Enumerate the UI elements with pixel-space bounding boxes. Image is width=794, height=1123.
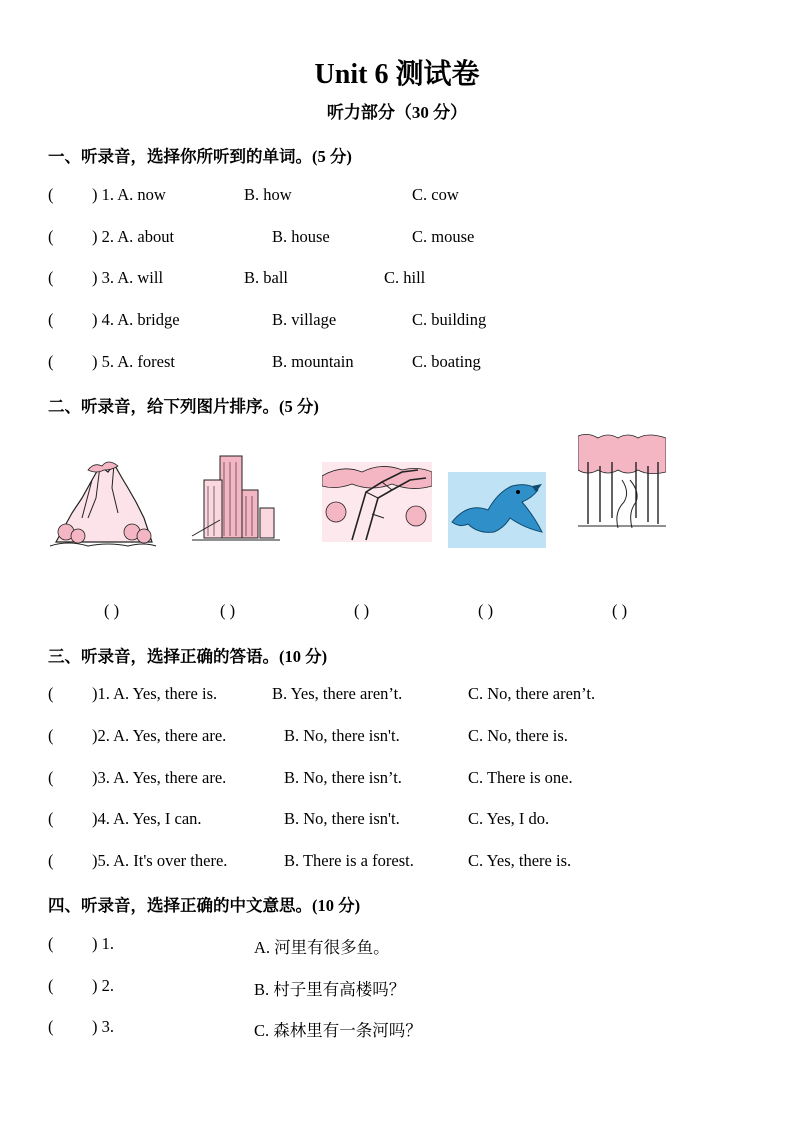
forest-picture bbox=[578, 432, 666, 532]
q3-3-option-a: )3. A. Yes, there are. bbox=[92, 768, 227, 787]
page-title: Unit 6 测试卷 bbox=[314, 59, 480, 90]
section-subtitle: 听力部分（30 分） bbox=[326, 103, 468, 122]
q3-3-option-b: B. No, there isn’t. bbox=[284, 768, 402, 787]
section-1-heading: 一、听录音，选择你所听到的单词。(5 分) bbox=[48, 147, 352, 166]
q3-2-option-a: )2. A. Yes, there are. bbox=[92, 726, 227, 745]
picture-2-answer-blank[interactable]: ( ) bbox=[220, 601, 236, 620]
q3-4-option-c: C. Yes, I do. bbox=[468, 809, 550, 828]
q3-2-option-c: C. No, there is. bbox=[468, 726, 568, 745]
answer-paren[interactable]: ( bbox=[48, 310, 54, 329]
question-1-option-b: B. how bbox=[244, 185, 292, 204]
question-3-option-a: ) 3. A. will bbox=[92, 268, 164, 287]
q3-1-option-c: C. No, there aren’t. bbox=[468, 684, 596, 703]
answer-paren[interactable]: ( bbox=[48, 809, 54, 828]
answer-paren[interactable]: ( bbox=[48, 684, 54, 703]
question-3-option-b: B. ball bbox=[244, 268, 288, 287]
answer-paren[interactable]: ( bbox=[48, 268, 54, 287]
question-1-option-c: C. cow bbox=[412, 185, 459, 204]
q3-1-option-b: B. Yes, there aren’t. bbox=[272, 684, 403, 703]
answer-paren[interactable]: ( bbox=[48, 934, 54, 953]
section-3-heading: 三、听录音，选择正确的答语。(10 分) bbox=[48, 647, 328, 666]
question-5-option-c: C. boating bbox=[412, 352, 481, 371]
question-4-option-b: B. village bbox=[272, 310, 337, 329]
mountain-picture bbox=[48, 458, 158, 550]
q3-5-option-c: C. Yes, there is. bbox=[468, 851, 572, 870]
answer-paren[interactable]: ( bbox=[48, 976, 54, 995]
section-4-heading: 四、听录音，选择正确的中文意思。(10 分) bbox=[48, 896, 361, 915]
q3-2-option-b: B. No, there isn't. bbox=[284, 726, 400, 745]
q3-5-option-a: )5. A. It's over there. bbox=[92, 851, 228, 870]
answer-paren[interactable]: ( bbox=[48, 227, 54, 246]
bridge-picture bbox=[322, 462, 432, 542]
picture-4-answer-blank[interactable]: ( ) bbox=[478, 601, 494, 620]
q3-1-option-a: )1. A. Yes, there is. bbox=[92, 684, 218, 703]
q4-3-number: ) 3. bbox=[92, 1017, 114, 1036]
answer-paren[interactable]: ( bbox=[48, 768, 54, 787]
section-2-heading: 二、听录音，给下列图片排序。(5 分) bbox=[48, 397, 319, 416]
q4-option-b: B. 村子里有高楼吗？ bbox=[254, 980, 406, 999]
building-picture bbox=[190, 450, 282, 544]
question-5-option-b: B. mountain bbox=[272, 352, 354, 371]
answer-paren[interactable]: ( bbox=[48, 851, 54, 870]
bird-picture bbox=[448, 472, 546, 548]
picture-3-answer-blank[interactable]: ( ) bbox=[354, 601, 370, 620]
q4-option-a: A. 河里有很多鱼。 bbox=[254, 938, 390, 957]
question-5-option-a: ) 5. A. forest bbox=[92, 352, 175, 371]
q4-option-c: C. 森林里有一条河吗？ bbox=[254, 1021, 422, 1040]
q4-1-number: ) 1. bbox=[92, 934, 114, 953]
question-3-option-c: C. hill bbox=[384, 268, 426, 287]
answer-paren[interactable]: ( bbox=[48, 1017, 54, 1036]
question-2-option-c: C. mouse bbox=[412, 227, 475, 246]
q3-4-option-a: )4. A. Yes, I can. bbox=[92, 809, 202, 828]
question-2-option-a: ) 2. A. about bbox=[92, 227, 175, 246]
question-4-option-c: C. building bbox=[412, 310, 487, 329]
question-4-option-a: ) 4. A. bridge bbox=[92, 310, 180, 329]
q3-3-option-c: C. There is one. bbox=[468, 768, 573, 787]
question-1-option-a: ) 1. A. now bbox=[92, 185, 166, 204]
q3-5-option-b: B. There is a forest. bbox=[284, 851, 414, 870]
picture-1-answer-blank[interactable]: ( ) bbox=[104, 601, 120, 620]
picture-5-answer-blank[interactable]: ( ) bbox=[612, 601, 628, 620]
answer-paren[interactable]: ( bbox=[48, 185, 54, 204]
answer-paren[interactable]: ( bbox=[48, 726, 54, 745]
q4-2-number: ) 2. bbox=[92, 976, 114, 995]
answer-paren[interactable]: ( bbox=[48, 352, 54, 371]
question-2-option-b: B. house bbox=[272, 227, 330, 246]
q3-4-option-b: B. No, there isn't. bbox=[284, 809, 400, 828]
